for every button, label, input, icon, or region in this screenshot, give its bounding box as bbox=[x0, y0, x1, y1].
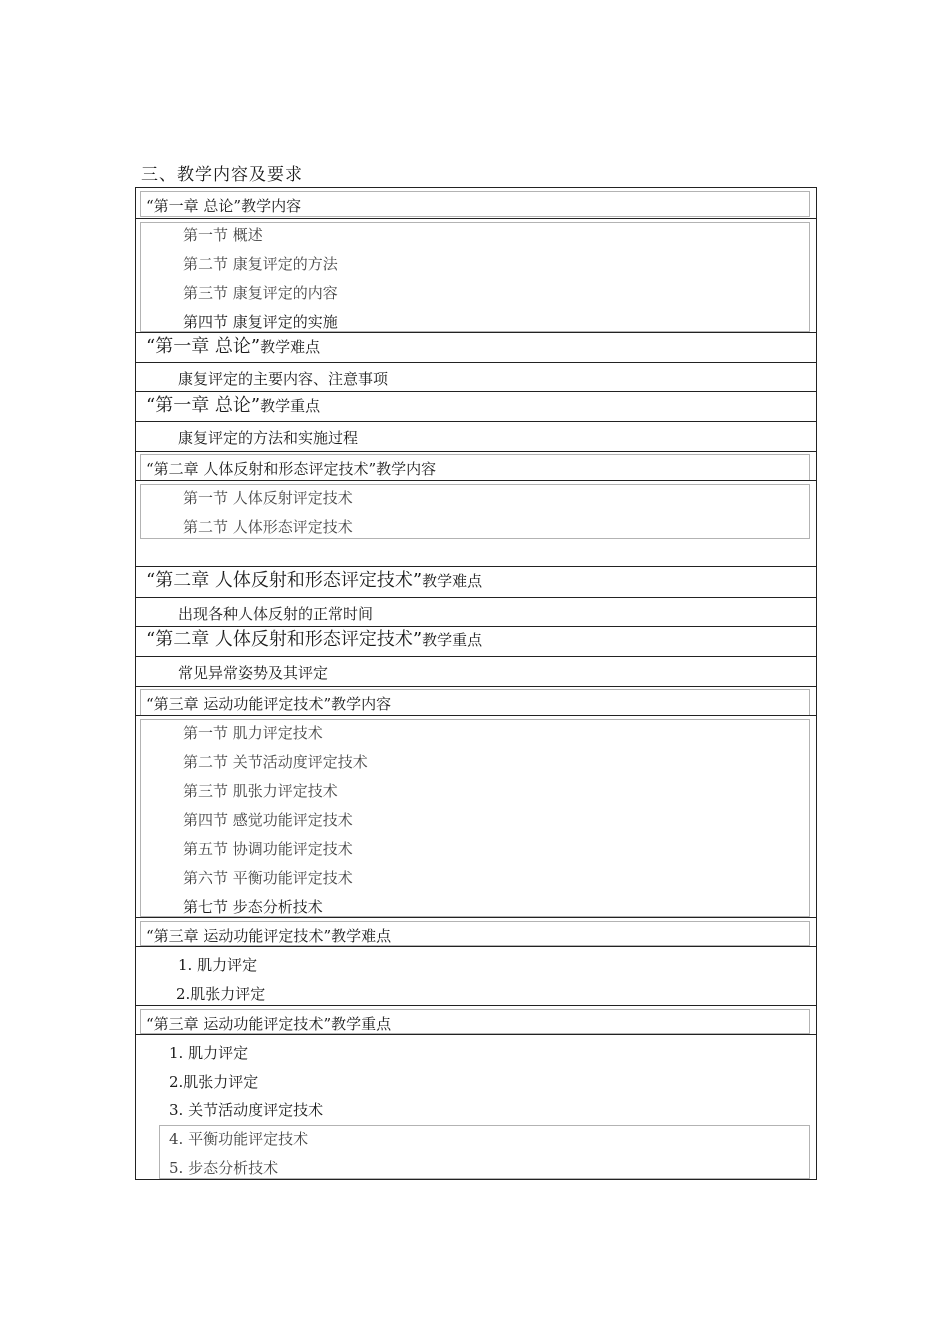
divider bbox=[136, 715, 816, 716]
ch3-content-header: “第三章 运动功能评定技术”教学内容 bbox=[146, 695, 392, 713]
divider bbox=[136, 686, 816, 687]
divider bbox=[136, 1005, 816, 1006]
ch2-difficulty-header bbox=[146, 572, 482, 590]
ch2-section-2: 第二节 人体形态评定技术 bbox=[183, 518, 353, 536]
ch3-difficulty-item-2: 2.肌张力评定 bbox=[176, 985, 266, 1003]
divider bbox=[136, 626, 816, 627]
ch1-difficulty-tail: 教学难点 bbox=[260, 338, 321, 356]
ch2-difficulty-tail: 教学难点 bbox=[422, 572, 483, 590]
divider bbox=[136, 362, 816, 363]
ch2-key-header bbox=[146, 631, 482, 649]
divider bbox=[136, 480, 816, 481]
syllabus-table bbox=[135, 187, 817, 1180]
ch2-key-title: “第二章 人体反射和形态评定技术” bbox=[146, 629, 423, 650]
ch3-section-2: 第二节 关节活动度评定技术 bbox=[183, 753, 368, 771]
ch1-section-2: 第二节 康复评定的方法 bbox=[183, 255, 338, 273]
ch3-section-1: 第一节 肌力评定技术 bbox=[183, 724, 323, 742]
ch1-key-header bbox=[146, 397, 320, 415]
ch1-difficulty-title: “第一章 总论” bbox=[146, 336, 261, 357]
ch3-key-item-3: 3. 关节活动度评定技术 bbox=[169, 1101, 324, 1119]
ch1-difficulty-header bbox=[146, 338, 320, 356]
page-heading: 三、教学内容及要求 bbox=[141, 165, 303, 185]
ch3-difficulty-header: “第三章 运动功能评定技术”教学难点 bbox=[146, 927, 392, 945]
divider bbox=[136, 421, 816, 422]
divider bbox=[136, 566, 816, 567]
ch1-section-4: 第四节 康复评定的实施 bbox=[183, 313, 338, 331]
ch2-key-text: 常见异常姿势及其评定 bbox=[178, 664, 329, 682]
divider bbox=[136, 656, 816, 657]
ch3-key-item-4: 4. 平衡功能评定技术 bbox=[169, 1130, 309, 1148]
ch2-key-tail: 教学重点 bbox=[422, 631, 483, 649]
ch3-key-item-2: 2.肌张力评定 bbox=[169, 1073, 259, 1091]
ch3-difficulty-item-1: 1. 肌力评定 bbox=[178, 956, 258, 974]
ch3-key-header: “第三章 运动功能评定技术”教学重点 bbox=[146, 1015, 392, 1033]
ch1-difficulty-text: 康复评定的主要内容、注意事项 bbox=[178, 370, 389, 388]
ch3-section-6: 第六节 平衡功能评定技术 bbox=[183, 869, 353, 887]
ch2-content-header: “第二章 人体反射和形态评定技术”教学内容 bbox=[146, 460, 437, 478]
ch3-section-7: 第七节 步态分析技术 bbox=[183, 898, 323, 916]
ch1-section-1: 第一节 概述 bbox=[183, 226, 263, 244]
ch2-difficulty-text: 出现各种人体反射的正常时间 bbox=[178, 605, 374, 623]
divider bbox=[136, 218, 816, 219]
divider bbox=[136, 946, 816, 947]
divider bbox=[136, 332, 816, 333]
ch1-content-header: “第一章 总论”教学内容 bbox=[146, 197, 302, 215]
ch3-key-item-5: 5. 步态分析技术 bbox=[169, 1159, 279, 1177]
divider bbox=[136, 451, 816, 452]
ch2-section-1: 第一节 人体反射评定技术 bbox=[183, 489, 353, 507]
ch1-key-title: “第一章 总论” bbox=[146, 395, 261, 416]
ch1-key-tail: 教学重点 bbox=[260, 397, 321, 415]
ch3-key-item-1: 1. 肌力评定 bbox=[169, 1044, 249, 1062]
divider bbox=[136, 917, 816, 918]
divider bbox=[136, 391, 816, 392]
ch1-section-3: 第三节 康复评定的内容 bbox=[183, 284, 338, 302]
ch2-difficulty-title: “第二章 人体反射和形态评定技术” bbox=[146, 570, 423, 591]
divider bbox=[136, 597, 816, 598]
ch3-section-4: 第四节 感觉功能评定技术 bbox=[183, 811, 353, 829]
ch1-key-text: 康复评定的方法和实施过程 bbox=[178, 429, 359, 447]
ch3-section-3: 第三节 肌张力评定技术 bbox=[183, 782, 338, 800]
divider bbox=[136, 1034, 816, 1035]
ch3-section-5: 第五节 协调功能评定技术 bbox=[183, 840, 353, 858]
